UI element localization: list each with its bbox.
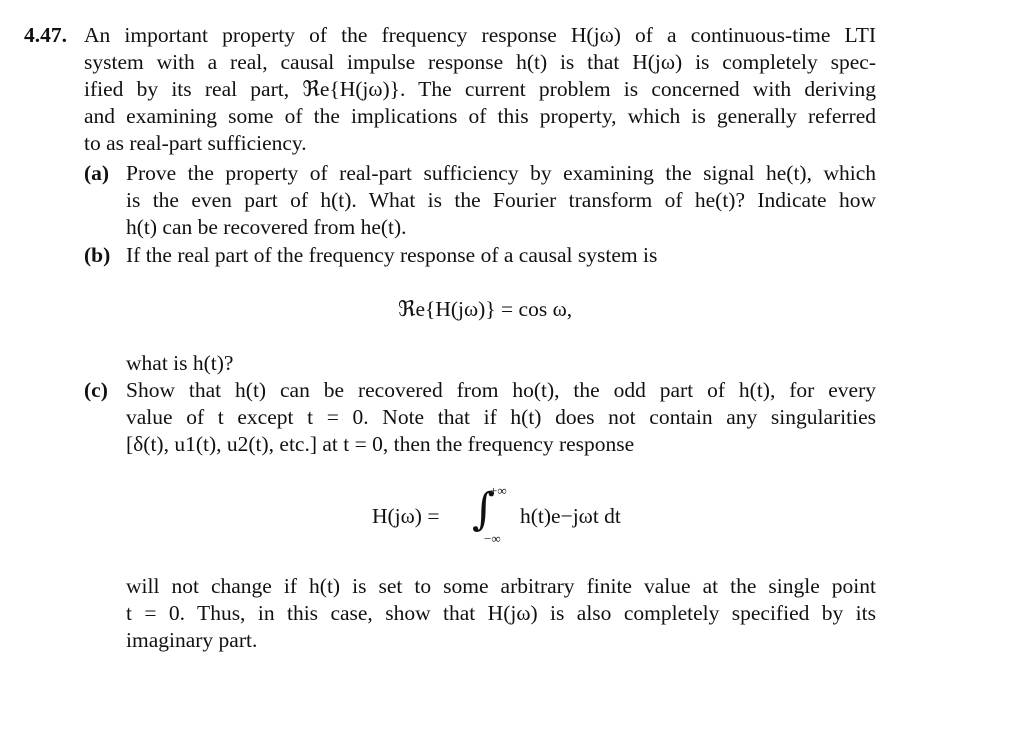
- integral-lhs: H(jω) =: [372, 504, 440, 528]
- part-a-line-1: Prove the property of real-part sufficiency by examining the signal he(t), which: [126, 161, 876, 185]
- intro-line-4: and examining some of the implications of this property, which is generally referred: [84, 104, 876, 128]
- part-c-line-6: imaginary part.: [126, 628, 258, 652]
- part-b-line-1: If the real part of the frequency response of a causal system is: [126, 243, 658, 267]
- part-c-line-4: will not change if h(t) is set to some arbitrary finite value at the single point: [126, 574, 876, 598]
- part-b-equation: ℜe{H(jω)} = cos ω,: [398, 297, 573, 321]
- intro-line-5: to as real-part sufficiency.: [84, 131, 307, 155]
- integral-lower-limit: −∞: [484, 531, 501, 546]
- part-a-line-2: is the even part of h(t). What is the Fourier transform of he(t)? Indicate how: [126, 188, 876, 212]
- integral-upper-limit: +∞: [490, 483, 507, 498]
- problem-number: 4.47.: [24, 23, 67, 47]
- part-a-line-3: h(t) can be recovered from he(t).: [126, 215, 407, 239]
- part-a-label: (a): [84, 161, 110, 185]
- intro-line-1: An important property of the frequency response H(jω) of a continuous-time LTI: [84, 23, 876, 47]
- part-c-label: (c): [84, 378, 108, 402]
- part-c-line-2: value of t except t = 0. Note that if h(t) does not contain any singularities: [126, 405, 876, 429]
- intro-line-3: ified by its real part, ℜe{H(jω)}. The current problem is concerned with deriving: [84, 77, 876, 101]
- part-c-line-1: Show that h(t) can be recovered from ho(t), the odd part of h(t), for every: [126, 378, 876, 402]
- part-b-line-2: what is h(t)?: [126, 351, 234, 375]
- integral-integrand: h(t)e−jωt dt: [520, 504, 621, 528]
- integral-sign: ∫: [472, 484, 495, 535]
- part-b-label: (b): [84, 243, 111, 267]
- part-c-line-3: [δ(t), u1(t), u2(t), etc.] at t = 0, then the frequency response: [126, 432, 635, 456]
- part-c-line-5: t = 0. Thus, in this case, show that H(jω) is also completely specified by its: [126, 601, 876, 625]
- intro-line-2: system with a real, causal impulse response h(t) is that H(jω) is completely spec-: [84, 50, 876, 74]
